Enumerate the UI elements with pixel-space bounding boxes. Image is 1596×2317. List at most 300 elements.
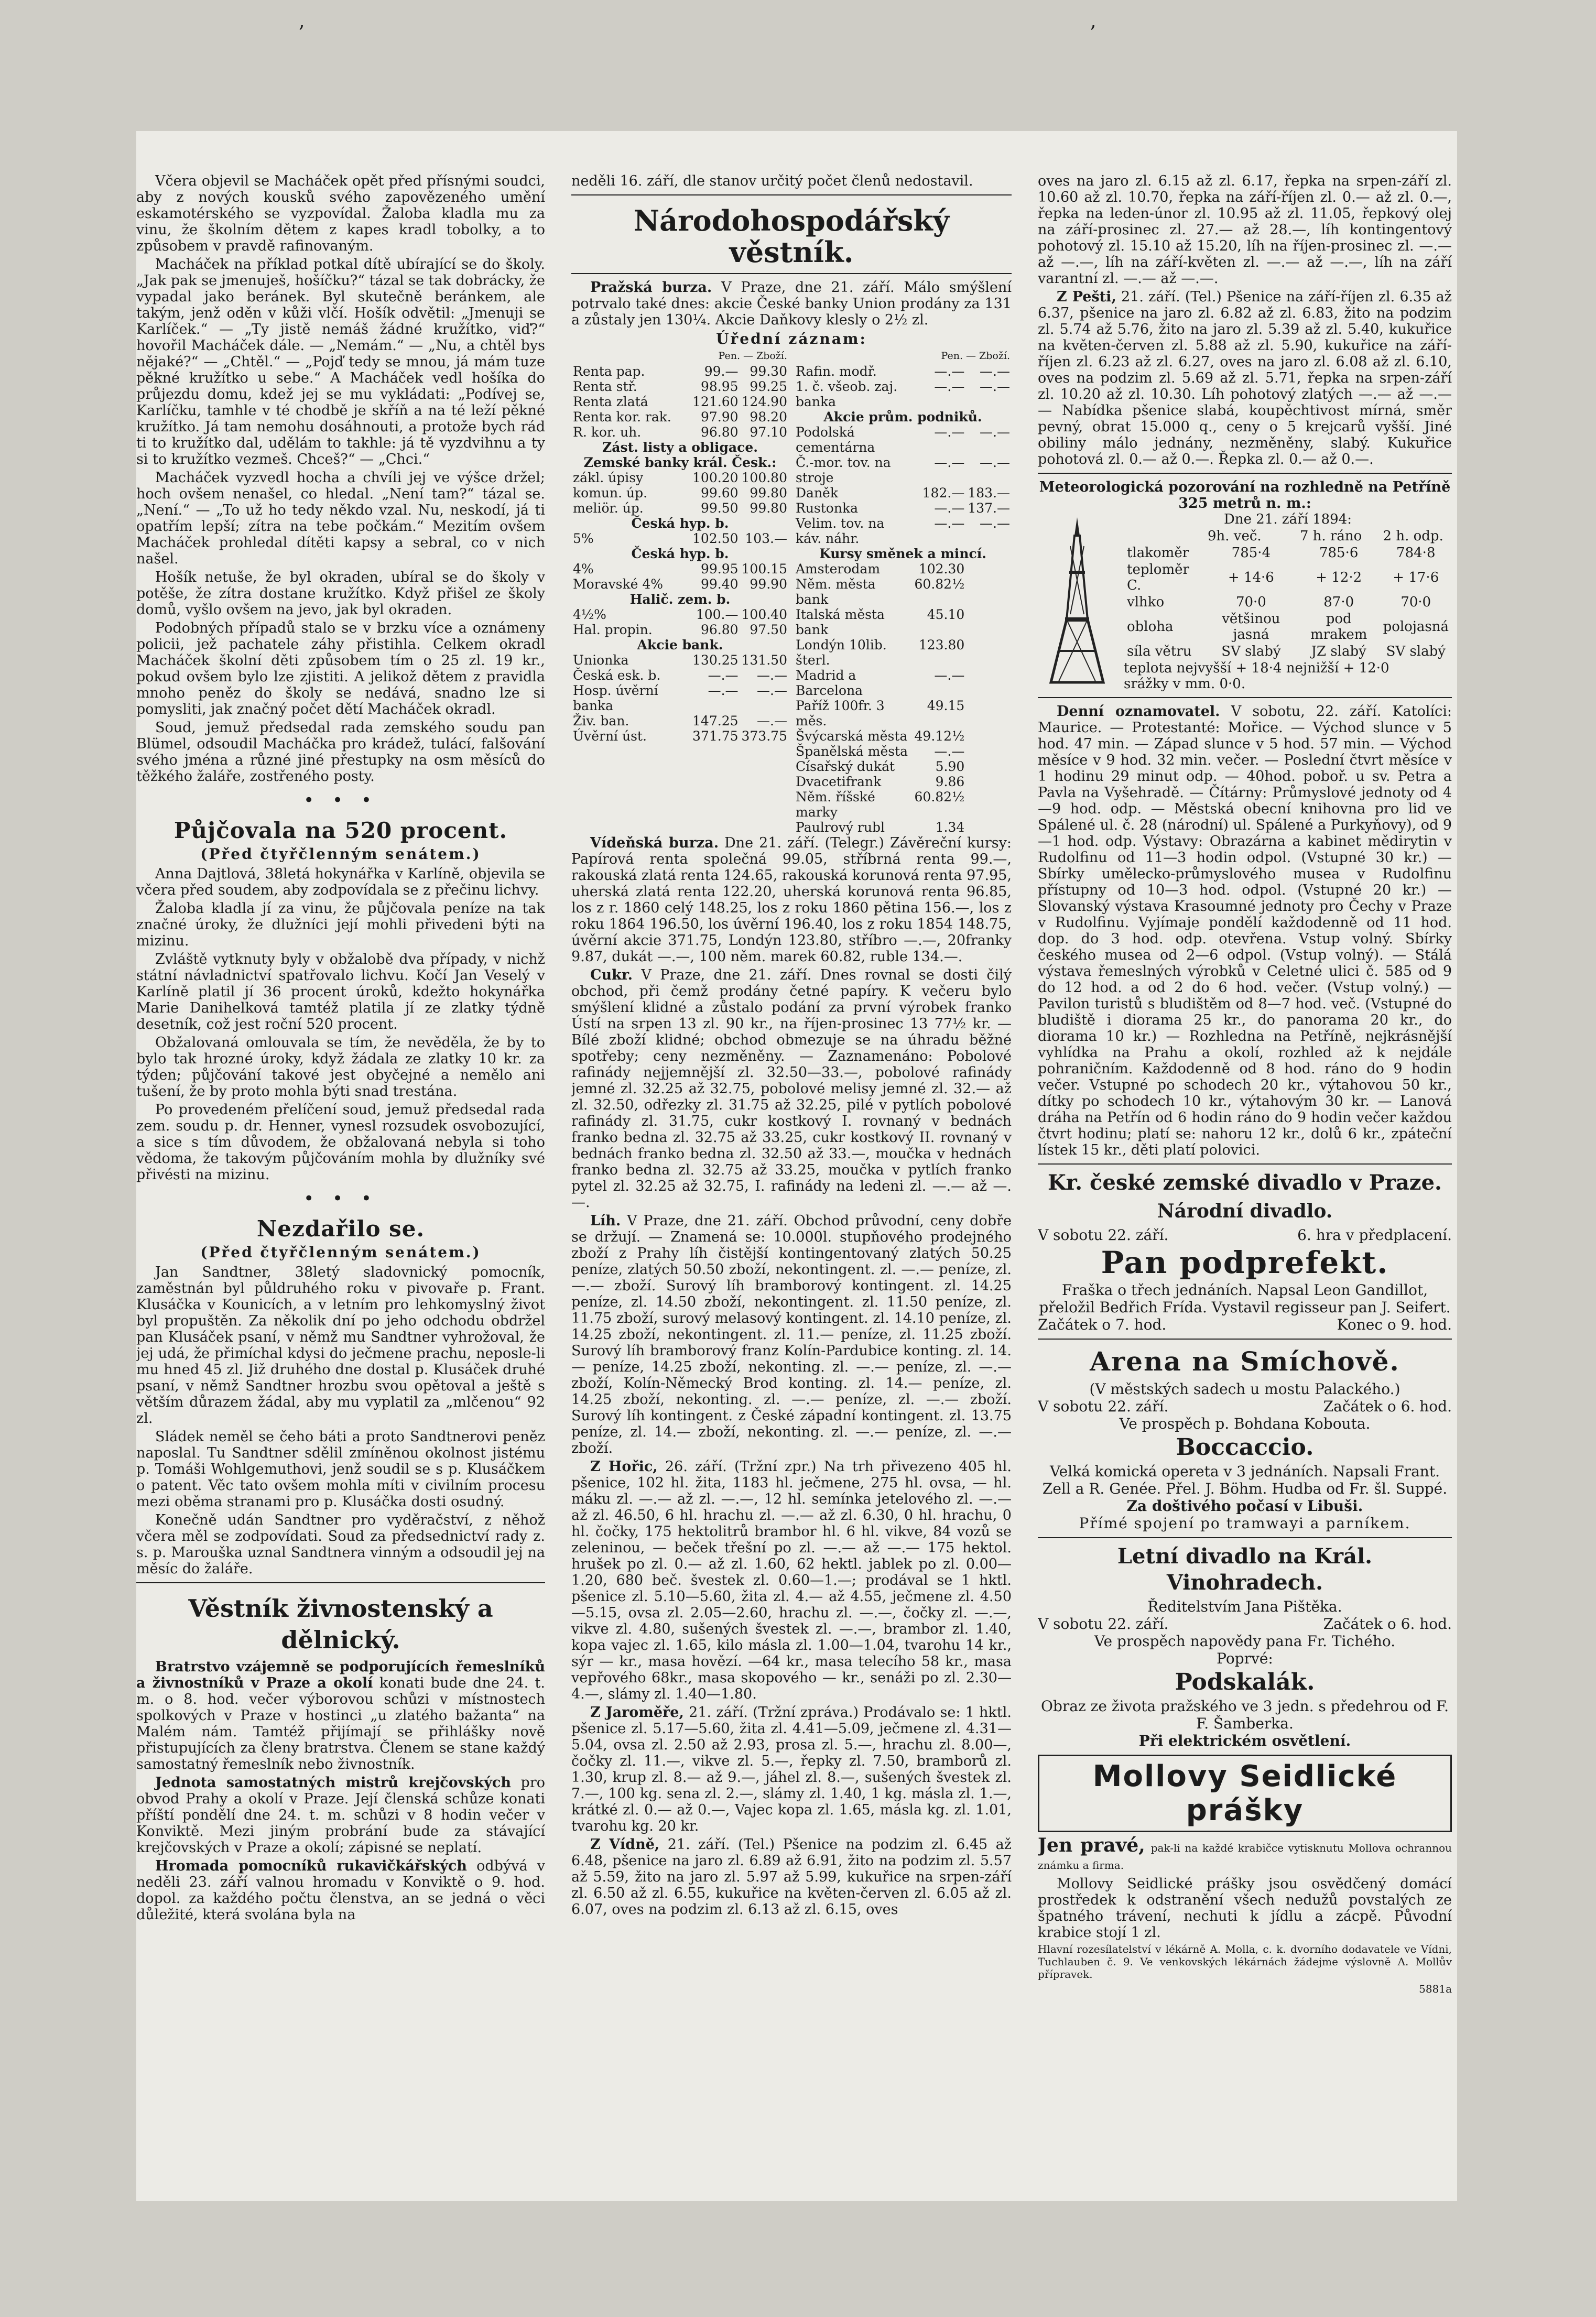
table-cell-value: —.— <box>934 516 965 531</box>
newspaper-page <box>136 10 1457 2201</box>
article-paragraph: Včera objevil se Macháček opět před přísnými soudci, aby z nových kousků svého zapovězeného umění eskamotérského se vyzpovídal. Žaloba kladla mu za vinu, že školním dětem z kapes kradl tobolky, a to způsobem v pravdě rafinovaným. <box>136 173 545 254</box>
table-cell-value: —.— <box>980 364 1010 379</box>
page-mark: , <box>1090 10 1096 32</box>
table-cell-label: Něm. města bank <box>796 576 876 607</box>
report-title: Z Jaroměře, <box>590 1704 684 1721</box>
exchange-row <box>794 576 1012 607</box>
table-section-heading: Česká hyp. b. <box>631 516 729 531</box>
exchange-row <box>794 637 1012 668</box>
table-section-heading: Halič. zem. b. <box>629 592 731 607</box>
exchange-row <box>571 683 789 713</box>
table-cell-label: Paulrový rubl <box>796 820 885 835</box>
section-rule <box>136 1582 545 1583</box>
table-cell-label: Renta pap. <box>573 364 645 379</box>
exchange-row <box>794 789 1012 820</box>
table-cell-value: 99.90 <box>750 576 787 592</box>
exchange-row <box>571 607 789 622</box>
table-cell-label: Renta stř. <box>573 379 637 394</box>
meteo-label: vlhko <box>1127 594 1165 610</box>
table-cell-label: Madrid a Barcelona <box>796 668 863 698</box>
table-cell-value: 371.75 <box>692 728 739 744</box>
table-cell-value <box>966 668 1012 698</box>
exchange-row <box>571 652 789 668</box>
meteo-value: + 14·6 <box>1228 570 1274 585</box>
table-cell-label: Velim. tov. na káv. náhr. <box>796 516 885 546</box>
table-cell-label: zákl. úpisy <box>573 470 644 485</box>
table-cell-value: —.— <box>980 425 1010 440</box>
table-cell-value: —.— <box>757 668 787 683</box>
table-cell-value: 121.60 <box>692 394 739 409</box>
article-paragraph: Jan Sandtner, 38letý sladovnický pomocník, zaměstnán byl půldruhého roku v pivovaře p. Frant. Klusáčka v Kounicích, a v letním pro lehkomyslný život byl propuštěn. Za několik dní po jeho odchodu obdržel pan Klusáček psaní, v němž mu Sandtner vyhrožoval, že jej udá, že přimíchal kdysi do ječmene prachu, neposle-li mu hned 45 zl. Již druhého dne dostal p. Klusáček druhé psaní, v němž Sandtner hrozbu svou opětoval a ještě s větším důrazem žádal, aby mu vyplatil za „mlčenou“ 92 zl. <box>136 1264 545 1427</box>
table-cell-label: Dvacetifrank <box>796 774 882 789</box>
exchange-row <box>794 516 1012 546</box>
meteo-subtitle: 325 metrů n. m.: <box>1178 495 1311 512</box>
meteo-head: 2 h. odp. <box>1383 528 1443 544</box>
table-cell-label: Paříž 100fr. 3 měs. <box>796 698 885 728</box>
article-paragraph: Anna Dajtlová, 38letá hokynářka v Karlíně, objevila se včera před soudem, aby zodpovídala se z přečinu lichvy. <box>136 866 545 898</box>
table-cell-value: 102.30 <box>918 561 965 576</box>
article-paragraph: Žaloba kladla jí za vinu, že půjčovala peníze na tak značné úroky, že dlužníci její mohli přivedeni býti na mizinu. <box>136 900 545 949</box>
play-title: Boccaccio. <box>1176 1434 1314 1461</box>
exchange-row <box>571 637 789 652</box>
meteo-value: 785·6 <box>1319 545 1359 561</box>
meteo-value: SV slabý <box>1221 644 1281 659</box>
column-1 <box>136 173 545 2180</box>
exchange-row <box>571 425 789 440</box>
table-section-heading: Zemské banky král. Česk.: <box>583 455 777 470</box>
theatre-note: 6. hra v předplacení. <box>1297 1226 1452 1244</box>
table-cell-value: —.— <box>934 364 965 379</box>
meteo-table <box>1124 527 1452 660</box>
table-cell-label: Úvěrní úst. <box>573 728 647 744</box>
meteo-title: Meteorologická pozorování na rozhledně na Petříně <box>1039 479 1451 495</box>
table-cell-value: 100.15 <box>741 561 787 576</box>
transport-note: Přímé spojení po tramwayi a parníkem. <box>1079 1515 1411 1532</box>
table-cell-value: —.— <box>980 516 1010 531</box>
meteo-row <box>1125 594 1451 610</box>
table-cell-value: 100.80 <box>741 470 787 485</box>
exchange-row <box>794 546 1012 561</box>
theatre-subtitle: (V městských sadech u mostu Palackého.) <box>1089 1380 1400 1398</box>
table-cell-value <box>966 728 1012 744</box>
exchange-row <box>794 698 1012 728</box>
report-title: Cukr. <box>590 967 633 983</box>
table-cell-value: —.— <box>934 455 965 470</box>
report-title: Denní oznamovatel. <box>1057 703 1220 720</box>
theatre-director: Ředitelstvím Jana Pištěka. <box>1147 1598 1342 1615</box>
article-paragraph: Konečně udán Sandtner pro vyděračství, z něhož včera měl se zodpovídati. Soud za předsednictví rady z. s. p. Marouška uznal Sandtnera vinným a odsoudil jej na měsíc do žaláře. <box>136 1512 545 1577</box>
play-start: Začátek o 6. hod. <box>1323 1398 1452 1415</box>
play-title: Pan podprefekt. <box>1101 1245 1389 1280</box>
section-divider: • • • <box>303 790 378 811</box>
table-section-heading: Kursy směnek a mincí. <box>819 546 986 561</box>
table-cell-label: Renta zlatá <box>573 394 648 409</box>
exchange-row <box>571 409 789 425</box>
play-description: Obraz ze života pražského ve 3 jedn. s předehrou od F. F. Šamberka. <box>1040 1698 1449 1732</box>
table-cell-value: 124.90 <box>741 394 787 409</box>
theatre-title: Kr. české zemské divadlo v Praze. <box>1048 1170 1442 1195</box>
exchange-row <box>571 668 789 683</box>
report-text: V Praze, dne 21. září. Málo smýšlení potrvalo také dnes: akcie České banky Union prodány za 131 a zůstaly jen 130¼. Akcie Daňkovy klesly o 2½ zl. <box>571 279 1012 328</box>
article-headline: Půjčovala na 520 procent. <box>173 818 508 843</box>
table-cell-value: 99.80 <box>750 485 787 501</box>
advert-banner: Mollovy Seidlické prášky <box>1038 1755 1452 1832</box>
table-cell-value: 131.50 <box>741 652 787 668</box>
theatre-date: V sobotu 22. září. <box>1038 1398 1169 1415</box>
table-cell-value: 183.— <box>968 485 1010 501</box>
table-cell-label: Londýn 10lib. šterl. <box>796 637 887 668</box>
theatre-title: Arena na Smíchově. <box>1090 1346 1400 1377</box>
article-paragraph: neděli 16. září, dle stanov určitý počet členů nedostavil. <box>571 173 973 189</box>
table-cell-label: R. kor. uh. <box>573 425 642 440</box>
article-subheading: (Před čtyřčlenným senátem.) <box>200 845 481 863</box>
play-description: Fraška o třech jednáních. Napsal Leon Gandillot, přeložil Bedřich Frída. Vystavil regisseur pan J. Seifert. <box>1039 1281 1451 1316</box>
section-rule <box>571 273 1012 274</box>
table-cell-label: Česká esk. b. <box>573 668 661 683</box>
table-cell-value <box>966 607 1012 637</box>
meteo-label: obloha <box>1127 619 1174 635</box>
article-subheading: (Před čtyřčlenným senátem.) <box>200 1244 481 1261</box>
table-cell-value: 96.80 <box>700 425 739 440</box>
table-cell-value: 60.82½ <box>914 576 965 592</box>
exchange-row <box>571 501 789 516</box>
table-cell-label: Renta kor. rak. <box>573 409 671 425</box>
meteo-label: tlakoměr <box>1127 545 1189 561</box>
exchange-row <box>571 592 789 607</box>
exchange-row <box>571 440 789 455</box>
table-cell-value: —.— <box>708 683 739 698</box>
table-cell-label: Hal. propin. <box>573 622 653 637</box>
table-cell-value: 98.20 <box>750 409 787 425</box>
table-cell-label: Amsterodam <box>796 561 881 576</box>
report-text: 21. září. (Tel.) Pšenice na podzim zl. 6.45 až 6.48, pšenice na jaro zl. 6.89 až 6.91, žito na podzim zl. 5.57 až 5.59, žito na jaro zl. 5.97 až 5.99, kukuřice na srpen-září zl. 6.50 až zl. 6.55, kukuřice na květen-červen zl. 6.05 až zl. 6.07, oves na podzim zl. 6.13 až zl. 6.15, oves <box>571 1836 1012 1918</box>
exchange-row <box>571 546 789 561</box>
table-cell-value: 100.— <box>696 607 739 622</box>
table-cell-label: Švýcarská města <box>796 728 908 744</box>
report-text: V sobotu, 22. září. Katolíci: Maurice. — Protestanté: Mořice. — Východ slunce v 5 hod. 47 min. — Západ slunce v 5 hod. 57 min. — Východ měsíce v 9 hod. 32 min. večer. — Poslední čtvrt měsíce v 1 hodinu 29 minut odp. — 40hod. poboř. u sv. Petra a Pavla na Vyšehradě. — Čítárny: Průmyslové jednoty od 4—9 hod. odp. — Městská obecní knihovna pro lid ve Spálené ul. č. 28 (národní) ul. Spálené a Purkyňovy), od 9—1 hod. odp. Výstavy: Obrazárna a kabinet mědirytin v Rudolfinu od 11—3 hodin odpol. (Vstupné 30 kr.) — Sbírky umělecko-průmyslového musea v Rudolfinu přístupny od 10—3 hod. odpol. (Vstupné 20 kr.) — Slovanský výstava Krasoumné jednoty pro Čechy v Praze v Rudolfinu. Vyjímaje pondělí každodenně od 11 hod. dop. do 3 hod. odp. otevřena. Vstup volný. Sbírky českého musea od 2—6 odpol. (Vstup volný). — Stálá výstava řemeslných výrobků v Celetné ulici č. 585 od 9 do 12 hod. a od 2 do 6 hod. večer. (Vstup volný.) — Pavilon turistů s bludištěm od 8—7 hod. več. (Vstupné do bludiště i diorama 25 kr., do panorama 20 kr., do diorama 10 kr.) — Rozhledna na Petříně, nejkrásnější vyhlídka na Prahu a okolí, rozhled až k nejdále pohraničním. Každodenně od 8 hod. ráno do 9 hodin večer. Vstupné po schodech 20 kr., výtahovou 50 kr., dítky po schodech 10 kr., výtahovým 30 kr. — Lanová dráha na Petřín od 6 hodin ráno do 9 hodin večer každou čtvrt hodinu; platí se: nahoru 12 kr., dolů 6 kr., zpáteční lístek 15 kr., děti platí polovici. <box>1038 703 1452 1158</box>
table-cell-label: Unionka <box>573 652 629 668</box>
meteo-value: JZ slabý <box>1311 644 1366 659</box>
table-cell-value <box>966 759 1012 774</box>
theatre-title: Letní divadlo na Král. Vinohradech. <box>1117 1544 1373 1595</box>
exchange-row <box>571 364 789 379</box>
advert-code: 5881a <box>1419 1983 1452 1995</box>
table-cell-label: Moravské 4% <box>573 576 664 592</box>
exchange-row <box>794 744 1012 759</box>
meteo-value: SV slabý <box>1386 644 1446 659</box>
table-cell-value: 99.30 <box>750 364 787 379</box>
theatre-date: V sobotu 22. září. <box>1038 1615 1169 1633</box>
section-rule <box>1038 1339 1452 1340</box>
table-cell-value: —.— <box>980 379 1010 394</box>
table-cell-value: 100.40 <box>741 607 787 622</box>
lighting-note: Při elektrickém osvětlení. <box>1138 1732 1351 1749</box>
table-cell-label: meliör. úp. <box>573 501 644 516</box>
meteo-value: 785·4 <box>1231 545 1271 561</box>
advert-footer: Hlavní rozesílatelství v lékárně A. Molla, c. k. dvorního dodavatele ve Vídni, Tuchlauben č. 9. Ve venkovských lékárnách žádejme výslovně A. Mollův přípravek. <box>1038 1943 1452 1981</box>
table-cell-value: —.— <box>934 501 965 516</box>
table-cell-value: 60.82½ <box>914 789 965 804</box>
exchange-row <box>571 516 789 531</box>
notice-text: konati bude dne 24. t. m. o 8. hod. večer výborovou schůzi v místnostech spolkových v Praze v hostinci „u zlatého bažanta“ na Malém nám. Tamtéž přijímají se přihlášky nově přistupujících za členy bratrstva. Členem se stane každý samostatný řemeslník nebo živnostník. <box>136 1675 545 1772</box>
column-2 <box>571 173 1012 2180</box>
table-cell-value <box>966 774 1012 789</box>
table-cell-label: Španělská města <box>796 744 908 759</box>
table-cell-value: 98.95 <box>700 379 739 394</box>
meteo-value: polojasná <box>1383 619 1449 635</box>
report-title: Z Pešti, <box>1057 289 1116 305</box>
table-cell-value: 100.20 <box>692 470 739 485</box>
article-paragraph: Po provedeném přelíčení soud, jemuž předsedal rada zem. soudu p. dr. Henner, vynesl rozsudek osvobozující, a sice s tím důvodem, že obžalovaná nebyla si toho vědoma, že takovým půjčováním mohla by dlužníky své přivésti na mizinu. <box>136 1102 545 1183</box>
premiere-note: Poprvé: <box>1217 1650 1273 1667</box>
table-cell-value: 99.40 <box>700 576 739 592</box>
article-paragraph: Macháček na příklad potkal dítě ubírající se do školy. „Jak pak se jmenuješ, hošíčku?“ tázal se tak dobrácky, že vypadal jako beránek. Byl skutečně beránkem, ale takým, jenž oděn v kůži vlčí. Hošík odvětil: „Jmenuji se Karlíček.“ — „Ty jistě nemáš žádné kružítko, viď?“ hovořil Macháček dále. — „Nemám.“ — „Nu, a chtěl bys nějaké?“ — „Chtěl.“ — „Pojď tedy se mnou, já mám tuze pěkné kružítko u sebe.“ A Macháček vedl hošíka do průjezdu domu, kdež jej se mu vykládati: „Podívej se, Karlíčku, tamhle v té chodbě je skříň a na té leží pěkné kružítko. Já tam nemohu dosáhnouti, a protože bych rád ti to kružítko dal, udělám to takhle: já tě vyzdvihnu a ty si to kružítko vezmeš. Chceš?“ — „Chci.“ <box>136 256 545 467</box>
table-cell-value: —.— <box>934 668 965 683</box>
exchange-row <box>794 379 1012 409</box>
meteo-row <box>1125 545 1451 561</box>
table-cell-value: 45.10 <box>927 607 965 622</box>
table-cell-value: —.— <box>934 425 965 440</box>
table-cell-value: 130.25 <box>692 652 739 668</box>
advert-text: Mollovy Seidlické prášky jsou osvědčený domácí prostředek k odstranění všech nedužů povstalých ze špatného trávení, nechuti k jídlu a zácpě. Původní krabice stojí 1 zl. <box>1038 1876 1452 1941</box>
section-rule <box>1038 1537 1452 1538</box>
exchange-row <box>794 820 1012 835</box>
table-cell-label: Něm. říšské marky <box>796 789 875 820</box>
table-section-heading: Akcie bank. <box>637 637 723 652</box>
table-cell-value: —.— <box>980 455 1010 470</box>
table-cell-value: 49.15 <box>927 698 965 713</box>
table-cell-value <box>966 637 1012 668</box>
section-rule <box>1038 697 1452 698</box>
report-title: Vídeňská burza. <box>590 835 719 851</box>
table-cell-value: 147.25 <box>692 713 739 728</box>
table-cell-label: Podolská cementárna <box>796 425 875 455</box>
exchange-row <box>794 455 1012 485</box>
exchange-row <box>571 622 789 637</box>
meteo-label: síla větru <box>1127 644 1192 659</box>
table-cell-value <box>966 789 1012 820</box>
table-cell-value: 1.34 <box>935 820 965 835</box>
petrin-tower-icon <box>1038 515 1116 688</box>
meteo-value: 70·0 <box>1235 594 1266 610</box>
table-header: Pen. — Zboží. <box>718 350 787 362</box>
exchange-row <box>794 668 1012 698</box>
exchange-row <box>571 470 789 485</box>
exchange-row <box>794 774 1012 789</box>
report-title: Pražská burza. <box>590 279 712 296</box>
article-paragraph: Hošík netuše, že byl okraden, ubíral se do školy v potěše, že zítra dostane kružítko. Když přišel ze školy domů, vyšlo ovšem na jevo, jak byl okraden. <box>136 569 545 618</box>
meteo-value: 87·0 <box>1323 594 1354 610</box>
report-title: Z Hořic, <box>590 1459 658 1475</box>
column-3 <box>1038 173 1452 2180</box>
table-cell-value: —.— <box>757 683 787 698</box>
theatre-date: V sobotu 22. září. <box>1038 1226 1169 1244</box>
meteo-row <box>1125 644 1451 659</box>
theatre-subtitle: Národní divadlo. <box>1157 1200 1333 1222</box>
exchange-tables <box>571 349 1012 835</box>
petrin-tower-illustration <box>1038 515 1116 688</box>
meteo-precip: srážky v mm. 0·0. <box>1124 676 1246 692</box>
table-title: Úřední záznam: <box>716 330 867 347</box>
exchange-row <box>571 531 789 546</box>
table-cell-label: Rafin. modř. <box>796 364 877 379</box>
exchange-row <box>794 485 1012 501</box>
meteo-row <box>1125 611 1451 643</box>
notice-text: odbývá v neděli 23. září valnou hromadu v Konviktě o 9. hod. dopol. za každého počtu členstva, an se jedná o věci důležité, která svolána byla na <box>136 1858 545 1923</box>
advert-note: pak-li na každé krabičce vytisknutu Mollova ochrannou známku a firma. <box>1038 1842 1452 1872</box>
exchange-row <box>571 728 789 744</box>
table-cell-value: 96.80 <box>700 622 739 637</box>
advert-highlight: Jen pravé, <box>1038 1834 1145 1856</box>
notice-title: Hromada pomocníků rukavičkářských <box>155 1858 467 1874</box>
meteo-head: 7 h. ráno <box>1299 528 1362 544</box>
play-title: Podskalák. <box>1175 1669 1315 1695</box>
meteo-date: Dne 21. září 1894: <box>1224 512 1352 527</box>
play-start: Začátek o 7. hod. <box>1038 1316 1167 1333</box>
table-cell-label: Č.-mor. tov. na stroje <box>796 455 891 485</box>
table-section-heading: Akcie prům. podniků. <box>823 409 982 425</box>
section-rule <box>1038 1163 1452 1165</box>
table-cell-label: 5% <box>573 531 594 546</box>
exchange-row <box>571 485 789 501</box>
section-rule <box>1038 473 1452 474</box>
meteo-temp: teplota nejvyšší + 18·4 nejnižší + 12·0 <box>1124 660 1389 676</box>
table-cell-value: 97.50 <box>750 622 787 637</box>
meteo-label: teploměr C. <box>1127 562 1189 593</box>
report-title: Líh. <box>590 1213 621 1229</box>
table-header: Pen. — Zboží. <box>941 350 1010 362</box>
article-paragraph: Zvláště vytknuty byly v obžalobě dva případy, v nichž státní návladnictví spatřovalo lichvu. Kočí Jan Veselý v Karlíně platil jí 36 procent úroků, kdežto hokynářka Marie Danihelková tamtéž platila jí ze zlatky týdně desetník, což jest roční 520 procent. <box>136 951 545 1032</box>
table-cell-value: 5.90 <box>935 759 965 774</box>
table-cell-value: 49.12½ <box>914 728 965 744</box>
exchange-row <box>794 425 1012 455</box>
table-cell-label: 4½% <box>573 607 606 622</box>
notice-text: pro obvod Prahy a okolí v Praze. Její členská schůze konati příští pondělí dne 24. t. m. schůzi v 8 hodin večer v Konviktě. Mezi jiným probrání bude za stávající krejčovských v Praze a okolí; zápisné se neplatí. <box>136 1775 545 1856</box>
table-cell-value: 99.25 <box>750 379 787 394</box>
table-cell-value: 137.— <box>968 501 1010 516</box>
meteo-head: 9h. več. <box>1207 528 1262 544</box>
exchange-table-right <box>794 349 1012 835</box>
benefit-note: Ve prospěch napovědy pana Fr. Tichého. <box>1094 1633 1396 1650</box>
play-description: Velká komická opereta v 3 jednáních. Napsali Frant. Zell a R. Genée. Přel. J. Böhm. Hudba od Fr. šl. Suppé. <box>1042 1463 1448 1497</box>
exchange-row <box>794 607 1012 637</box>
page-mark: , <box>299 10 305 32</box>
table-cell-label: Hosp. úvěrní banka <box>573 683 658 713</box>
table-cell-label: Živ. ban. <box>573 713 629 728</box>
table-cell-value: 182.— <box>922 485 965 501</box>
table-cell-label: Italská města bank <box>796 607 885 637</box>
table-cell-value: 97.90 <box>700 409 739 425</box>
article-paragraph: Obžalovaná omlouvala se tím, že nevěděla, že by to bylo tak hrozné úroky, když žádala ze zlatky 10 kr. za týden; půjčování takové jest obyčejné a nemělo ani tušení, že by proto mohla býti snad trestána. <box>136 1035 545 1100</box>
section-headline: Věstník živnostenský a dělnický. <box>188 1594 493 1654</box>
table-cell-value: 99.— <box>704 364 739 379</box>
article-paragraph: Macháček vyzvedl hocha a chvíli jej ve výšce držel; hoch ovšem nenašel, co hledal. „Není tam?“ tázal se. „Není.“ — „To už ho tedy někdo vzal. Nu, neskodí, já ti opatřím lepší; zítra na tebe počkám.“ Mezitím ovšem Macháček prohledal dítěti kapsy a sebral, co v nich našel. <box>136 470 545 567</box>
meteo-value: + 17·6 <box>1393 570 1439 585</box>
table-cell-value <box>966 576 1012 607</box>
table-cell-label: Císařský dukát <box>796 759 895 774</box>
exchange-row <box>571 394 789 409</box>
table-cell-value: 99.60 <box>700 485 739 501</box>
table-cell-value: 97.10 <box>750 425 787 440</box>
report-title: Z Vídně, <box>590 1836 660 1853</box>
table-cell-value <box>966 561 1012 576</box>
exchange-row <box>794 728 1012 744</box>
table-section-heading: Zást. listy a obligace. <box>602 440 758 455</box>
exchange-row <box>571 455 789 470</box>
report-text: V Praze, dne 21. září. Obchod průvodní, ceny dobře se držují. — Znamená se: 10.000l. stupňového prodejného zboží z Prahy líh čistější kontingentovaný zlatých 50.25 peníze, zlatých 50.50 zboží, nekontingent. zl. —.— peníze, zl. —.— zboží. Surový líh bramborový kontingent. zl. 14.25 peníze, zl. 14.50 zboží, nekontingent. zl. 11.50 peníze, zl. 11.75 zboží, surový melasový kontingent. zl. 14.10 peníze, zl. 14.25 zboží, nekontingent. zl. 11.— peníze, zl. 11.25 zboží. Surový líh bramborový franz Kolín-Pardubice konting. zl. 14.— peníze, 14.25 zboží, nekonting. zl. —.— peníze, zl. —.— zboží, Kolín-Německý Brod konting. zl. 14.— peníze, zl. 14.25 zboží, nekonting. zl. —.— peníze, zl. —.— zboží. Surový líh kontingent. z České západní kontingent. zl. 13.75 peníze, zl. 14.— zboží, nekonting. zl. —.— peníze, zl. —.— zboží. <box>571 1213 1012 1456</box>
report-text: V Praze, dne 21. září. Dnes rovnal se dosti čilý obchod, při čemž prodány četné papíry. K večeru bylo smýšlení klidné a zůstalo podání za první výrobek franko Ústí na srpen 13 zl. 90 kr., na říjen-prosinec 13 77½ kr. — Bílé zboží klidné; obchod obmezuje se na úhradu běžné spotřeby; ceny nezměněny. — Zaznamenáno: Pobolové rafinády nejjemnější zl. 32.50—33.—, pobolové rafinády jemné zl. 32.25 až 32.75, pobolové melisy jemné zl. 32.— až zl. 32.50, odřezky zl. 31.75 až 32.25, pilé v pytlích pobolové rafinády zl. 31.75, cukr kostkový I. rovnaný v bednách franko bedna zl. 32.75 až 33.25, cukr kostkový II. rovnaný v bednách franko bedna zl. 32.50 až 33.—, moučka v hednách franko bedna zl. 32.75 až 33.25, moučka v pytlích franko pytel zl. 32.25 až 32.75, I. rafinády na ledeni zl. —.— až —.—. <box>571 967 1012 1211</box>
table-cell-value: 123.80 <box>918 637 965 652</box>
table-cell-value: 99.95 <box>700 561 739 576</box>
exchange-row <box>794 759 1012 774</box>
notice-title: Jednota samostatných mistrů krejčovských <box>155 1775 511 1791</box>
exchange-row <box>571 561 789 576</box>
table-cell-value: 9.86 <box>935 774 965 789</box>
table-cell-value: —.— <box>934 379 965 394</box>
section-divider: • • • <box>303 1188 378 1209</box>
exchange-row <box>571 576 789 592</box>
table-cell-value: 99.50 <box>700 501 739 516</box>
exchange-table-left <box>571 349 789 744</box>
report-text: 21. září. (Tel.) Pšenice na září-říjen zl. 6.35 až 6.37, pšenice na jaro zl. 6.82 až zl. 6.83, žito na podzim zl. 5.74 až 5.76, žito na jaro zl. 5.39 až zl. 5.40, kukuřice na květen-červen zl. 5.88 až zl. 5.90, kukuřice na září-říjen zl. 6.23 až zl. 6.27, oves na jaro zl. 6.08 až zl. 6.10, oves na podzim zl. 5.69 až zl. 5.71, řepka na srpen-září zl. 10.20 až zl. 10.30. Líh pohotový zlatých —.— až —.— — Nabídka pšenice slabá, koupěchtivost mírná, směr pevný, obrat 15.000 q., ceny o 5 krejcarů vyšší. Jiné obiliny málo jednány, nezměněny, slabý. Kukuřice pohotová zl. 0.— až 0.—. Řepka zl. 0.— až 0.—. <box>1038 289 1452 467</box>
meteo-value: většinou jasná <box>1222 611 1280 643</box>
table-cell-value <box>966 698 1012 728</box>
table-cell-value: 103.— <box>745 531 787 546</box>
meteo-value: 70·0 <box>1400 594 1431 610</box>
report-text: 21. září. (Tržní zpráva.) Prodávalo se: 1 hktl. pšenice zl. 5.17—5.60, žita zl. 4.41—5.09, ječmene zl. 4.31—5.04, ovsa zl. 2.50 až 2.93, prosa zl. 5.—, hrachu zl. 8.00—, čočky zl. 11.—, vikve zl. 5.—, řepky zl. 7.50, bramborů zl. 1.30, krup zl. 8.— až 9.—, jáhel zl. 8.—, sušených švestek zl. 7.—, 100 kg. sena zl. 2.—, slámy zl. 1.40, 1 kg. másla zl. 1.—, krátké zl. 0.— až 0.—, Vajec kopa zl. 1.65, másla kg. zl. 1.01, tvarohu kg. 20 kr. <box>571 1704 1012 1834</box>
table-cell-value: 373.75 <box>741 728 787 744</box>
table-cell-value: —.— <box>757 713 787 728</box>
exchange-row <box>794 364 1012 379</box>
article-headline: Nezdařilo se. <box>256 1216 425 1242</box>
article-paragraph: Soud, jemuž předsedal rada zemského soudu pan Blümel, odsoudil Macháčka pro krádež, tulácí, falšování svého jména a různé jiné přestupky na osm měsíců do těžkého žaláře, zostřeného posty. <box>136 720 545 785</box>
section-headline: Národohospodářský věstník. <box>633 204 950 269</box>
exchange-row <box>571 713 789 728</box>
meteo-value: 784·8 <box>1396 545 1436 561</box>
play-end: Konec o 9. hod. <box>1337 1316 1452 1333</box>
table-section-heading: Česká hyp. b. <box>631 546 729 561</box>
exchange-row <box>794 409 1012 425</box>
play-start: Začátek o 6. hod. <box>1323 1615 1452 1633</box>
table-cell-value: —.— <box>934 744 965 759</box>
table-cell-label: Daněk <box>796 485 838 501</box>
section-rule <box>571 194 1012 195</box>
article-paragraph: oves na jaro zl. 6.15 až zl. 6.17, řepka na srpen-září zl. 10.60 až zl. 10.70, řepka na září-říjen zl. 0.— až zl. 0.—, řepka na leden-únor zl. 10.95 až zl. 11.05, řepkový olej na září-prosinec zl. 27.— až 28.—, líh kontingentový pohotový zl. 15.10 až 15.20, líh na říjen-prosinec zl. —.— až —.—, líh na září-květen zl. —.— až —.—, líh na září varantní zl. —.— až —.—. <box>1038 173 1452 287</box>
table-cell-value: 102.50 <box>692 531 739 546</box>
meteo-value: pod mrakem <box>1310 611 1367 643</box>
article-paragraph: Podobných případů stalo se v brzku více a oznámeny policii, jež pachatele záhy přistihla. Celkem okradl Macháček školní děti způsobem tím o 25 zl. 19 kr., pokud ovšem bylo lze zjistiti. A jelikož dětem z pravidla mnoho peněz do školy se nedává, snadno lze si pomysliti, jak značný počet dětí Macháček okradl. <box>136 620 545 717</box>
table-cell-label: komun. úp. <box>573 485 648 501</box>
exchange-row <box>794 561 1012 576</box>
weather-note: Za doštivého počasí v Libuši. <box>1126 1497 1363 1515</box>
meteo-value: + 12·2 <box>1316 570 1362 585</box>
exchange-row <box>794 501 1012 516</box>
table-cell-value <box>966 820 1012 835</box>
exchange-row <box>571 379 789 394</box>
table-cell-value: 99.80 <box>750 501 787 516</box>
report-text: 26. září. (Tržní zpr.) Na trh přivezeno 405 hl. pšenice, 102 hl. žita, 1183 hl. ječmene, 275 hl. ovsa, — hl. máku zl. —.— až zl. —.—, 12 hl. semínka jetelového zl. —.— až zl. 46.50, 6 hl. hrachu zl. —.— až zl. 6.30, 0 hl. hrachu, 0 hl. čočky, 175 hektolitrů brambor hl. 6 hl. vikve, 84 vozů se zeleninou, — beček třešní po zl. —.— až —.— 175 hektol. hrušek po zl. 0.— až zl. 1.60, 62 hektl. jablek po zl. 0.00—1.20, 680 beč. švestek zl. 0.60—1.—; prodával se 1 hktl. pšenice zl. 5.10—5.60, žita zl. 4.— až 4.55, ječmene zl. 4.50—5.15, ovsa zl. 2.05—2.60, hrachu zl. —.—, čočky zl. —.—, vikve zl. 4.80, sušených švestek zl. —.—, brambor zl. 1.40, kopa vajec zl. 1.65, kilo másla zl. 1.00—1.04, tvarohu 14 kr., sýr — kr., masa hovězí. —64 kr., masa telecího 58 kr., masa vepřového 68kr., masa skopového — kr., senáži po zl. 2.30—4.—, slámy zl. 1.40—1.80. <box>571 1459 1012 1702</box>
report-text: Dne 21. září. (Telegr.) Závěreční kursy: Papírová renta společná 99.05, stříbrná renta 99.—, rakouská zlatá renta 124.65, rakouská korunová renta 97.95, uherská zlatá renta 122.20, uherská korunová renta 96.85, los z r. 1860 celý 148.25, los z roku 1860 pětina 156.—, los z roku 1864 196.50, los úvěrní 196.40, los z roku 1854 148.75, úvěrní akcie 371.75, Londýn 123.80, stříbro —.—, 20franky 9.87, dukát —.—, 100 něm. marek 60.82, ruble 134.—. <box>571 835 1012 965</box>
table-cell-value <box>966 744 1012 759</box>
benefit-note: Ve prospěch p. Bohdana Kobouta. <box>1119 1415 1371 1432</box>
table-cell-label: Rustonka <box>796 501 859 516</box>
article-paragraph: Sládek neměl se čeho báti a proto Sandtnerovi peněz naposlal. Tu Sandtner sdělil zmíněnou okolnost jistému p. Tomáši Wohlgemuthovi, jenž soudil se s p. Klusáčkem o patent. Věc tato ovšem mohla míti v civilním procesu mezi oběma stranami pro p. Klusáčka dosti osudný. <box>136 1429 545 1510</box>
table-cell-label: 4% <box>573 561 594 576</box>
notice-title: Bratrstvo vzájemně se podporujících řemeslníků a živnostníků v Praze a okolí <box>136 1659 545 1691</box>
meteo-row <box>1125 562 1451 593</box>
table-cell-value: —.— <box>708 668 739 683</box>
table-cell-label: 1. č. všeob. zaj. banka <box>796 379 898 409</box>
